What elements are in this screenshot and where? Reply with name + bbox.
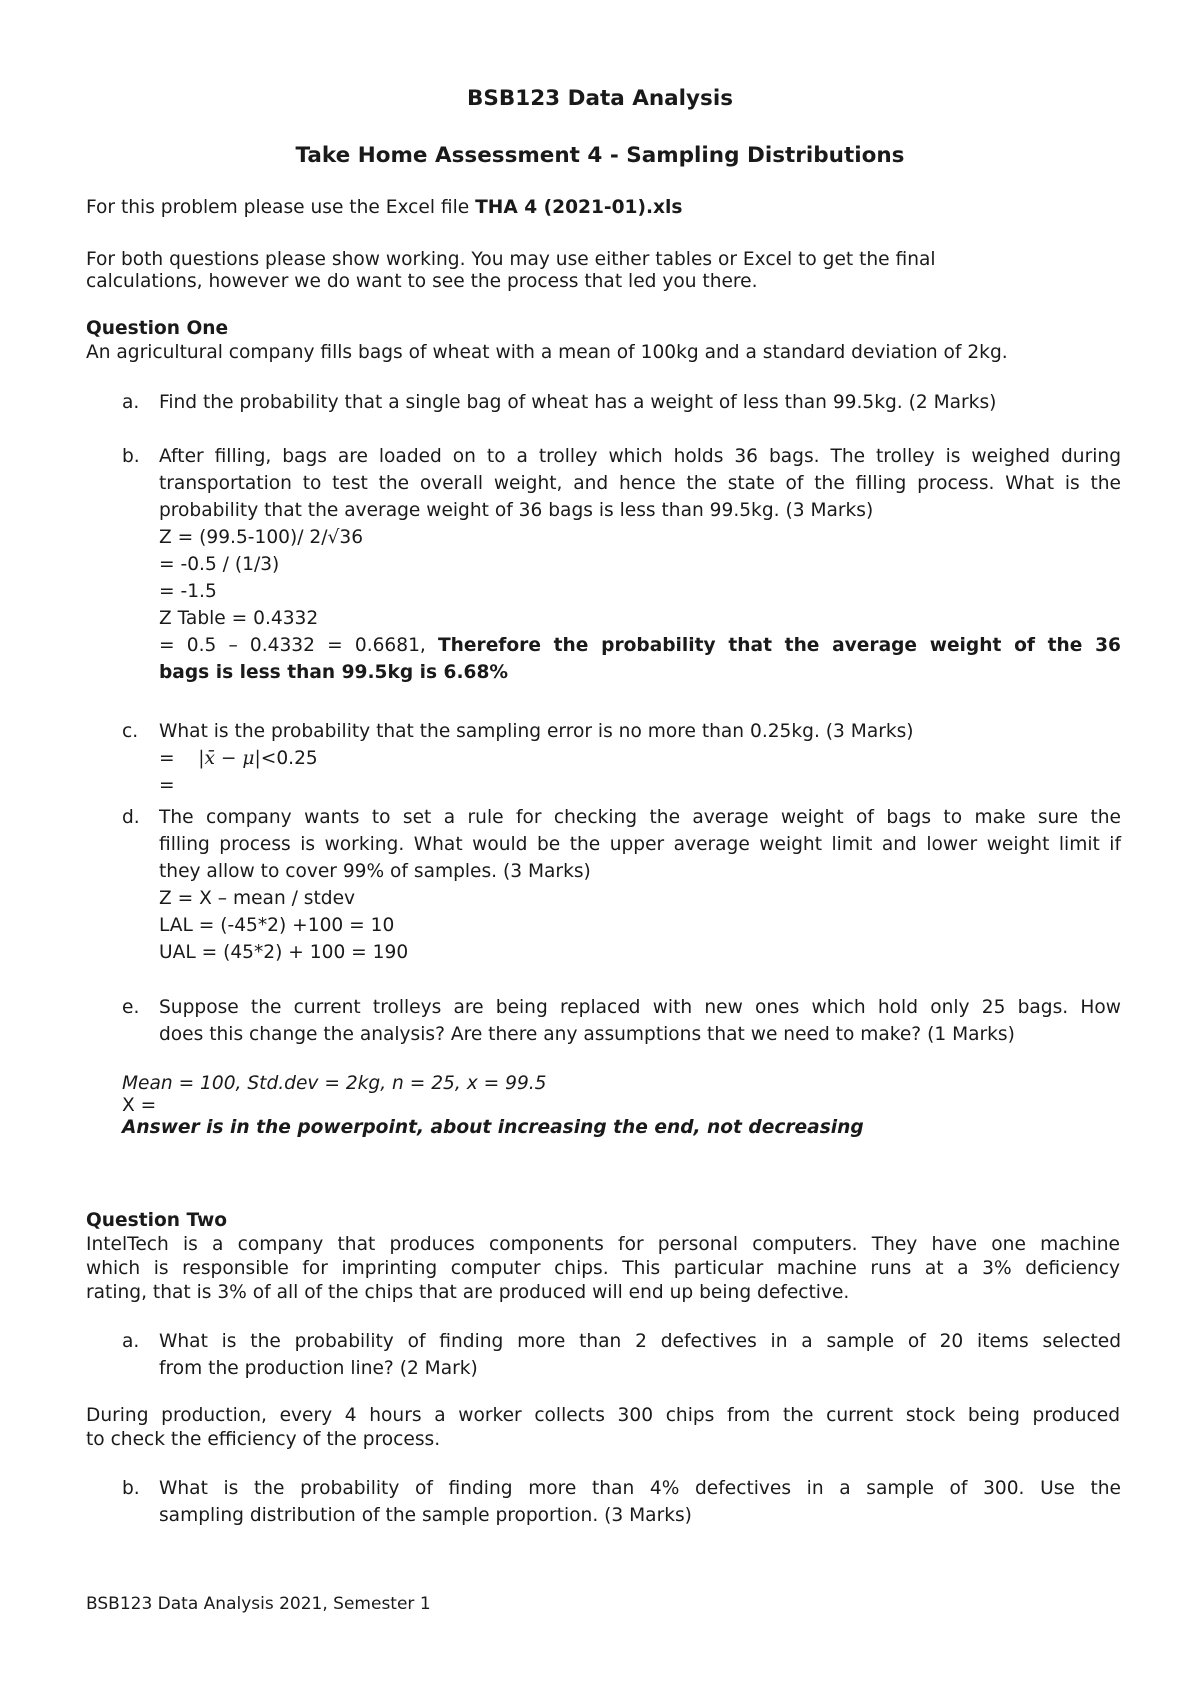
question-two-intro-2: which is responsible for imprinting computer chips. This particular machine runs at a 3% deficiency [86,1258,1120,1279]
q1c-bound: <0.25 [260,748,318,769]
q2a-line-1: What is the probability of finding more than 2 defectives in a sample of 20 items selected [159,1331,1121,1352]
question-two-heading: Question Two [86,1210,228,1231]
excel-file-name: THA 4 (2021-01).xls [475,197,683,218]
excel-file-prefix: For this problem please use the Excel file [86,197,476,218]
q1d-label: d. [122,807,140,828]
excel-file-line [86,195,1120,220]
q1b-line-2: transportation to test the overall weight, and hence the state of the filling process. What is the [159,473,1121,494]
production-note-1: During production, every 4 hours a worker collects 300 chips from the current stock being produced [86,1405,1120,1426]
q1b-working-2: = -0.5 / (1/3) [159,554,280,575]
q2b-line-2: sampling distribution of the sample proportion. (3 Marks) [159,1505,692,1526]
q1a-label: a. [122,392,140,413]
question-two-intro-1: IntelTech is a company that produces components for personal computers. They have one machine [86,1234,1120,1255]
production-note-2: to check the efficiency of the process. [86,1429,441,1450]
q1e-working-1: Mean = 100, Std.dev = 2kg, n = 25, x = 99.5 [122,1073,547,1094]
q2b-label: b. [122,1478,140,1499]
q1b-line-1: After filling, bags are loaded on to a trolley which holds 36 bags. The trolley is weighed during [159,446,1121,467]
working-note-line-1: For both questions please show working. You may use either tables or Excel to get the final [86,249,936,270]
q1b-working-1: Z = (99.5-100)/ 2/√36 [159,527,364,548]
q1b-working-3: = -1.5 [159,581,217,602]
q1e-answer-note: Answer is in the powerpoint, about increasing the end, not decreasing [122,1117,864,1138]
q1b-working-5 [159,633,1121,658]
assessment-title: Take Home Assessment 4 - Sampling Distributions [295,143,905,168]
question-one-intro: An agricultural company fills bags of wheat with a mean of 100kg and a standard deviation of 2kg. [86,342,1008,363]
q1c-working-2: = [159,775,175,796]
page-footer: BSB123 Data Analysis 2021, Semester 1 [86,1594,431,1614]
q2a-label: a. [122,1331,140,1352]
q1e-label: e. [122,997,140,1018]
q2a-line-2: from the production line? (2 Mark) [159,1358,478,1379]
course-title: BSB123 Data Analysis [466,86,734,111]
q1e-line-2: does this change the analysis? Are there any assumptions that we need to make? (1 Marks) [159,1024,1015,1045]
q1d-line-3: they allow to cover 99% of samples. (3 Marks) [159,861,591,882]
q1d-working-3: UAL = (45*2) + 100 = 190 [159,942,409,963]
q1b-answer-part-1: Therefore the probability that the average weight of the 36 [438,635,1121,656]
working-note-line-2: calculations, however we do want to see the process that led you there. [86,271,758,292]
q1c-label: c. [122,721,139,742]
q1d-line-1: The company wants to set a rule for checking the average weight of bags to make sure the [159,807,1121,828]
q1d-working-1: Z = X – mean / stdev [159,888,356,909]
q1c-working-1 [159,746,1121,771]
q1c-equals: = [159,748,175,769]
q1d-working-2: LAL = (-45*2) +100 = 10 [159,915,395,936]
q1c-text: What is the probability that the sampling error is no more than 0.25kg. (3 Marks) [159,721,914,742]
question-two-intro-3: rating, that is 3% of all of the chips that are produced will end up being defective. [86,1282,850,1303]
q1e-working-2: X = [122,1095,157,1116]
sampling-error-formula: |x̄ − μ| [198,748,261,769]
question-one-heading: Question One [86,318,229,339]
q2b-line-1: What is the probability of finding more than 4% defectives in a sample of 300. Use the [159,1478,1121,1499]
q1b-line-3: probability that the average weight of 36 bags is less than 99.5kg. (3 Marks) [159,500,874,521]
q1a-text: Find the probability that a single bag of wheat has a weight of less than 99.5kg. (2 Marks) [159,392,997,413]
q1b-answer-part-2: bags is less than 99.5kg is 6.68% [159,662,509,683]
q1e-line-1: Suppose the current trolleys are being replaced with new ones which hold only 25 bags. How [159,997,1121,1018]
q1d-line-2: filling process is working. What would be the upper average weight limit and lower weight limit if [159,834,1121,855]
q1b-label: b. [122,446,140,467]
q1b-working-5-plain: = 0.5 – 0.4332 = 0.6681, [159,635,438,656]
q1b-working-4: Z Table = 0.4332 [159,608,319,629]
